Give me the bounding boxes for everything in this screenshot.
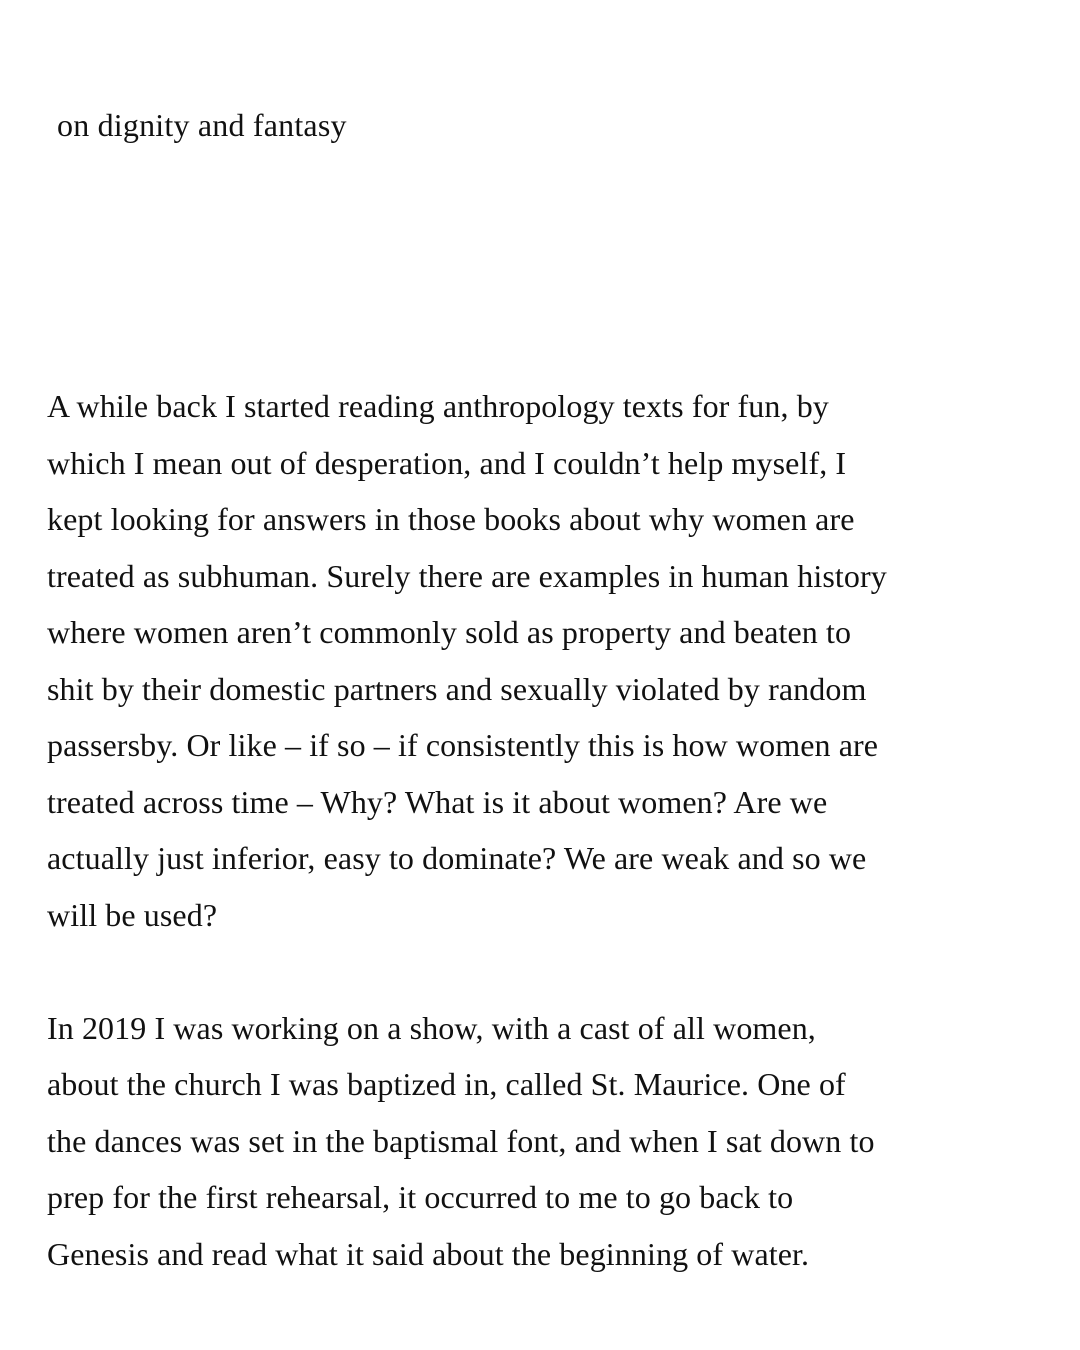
text-line: treated as subhuman. Surely there are examples in human history <box>47 557 887 594</box>
text-line: In 2019 I was working on a show, with a cast of all women, <box>47 1009 816 1046</box>
text-line: shit by their domestic partners and sexually violated by random <box>47 670 867 707</box>
text-line: will be used? <box>47 896 218 933</box>
text-line: kept looking for answers in those books about why women are <box>47 501 855 537</box>
text-line: A while back I started reading anthropology texts for fun, by <box>47 388 829 424</box>
page-title: on dignity and fantasy <box>57 107 347 143</box>
text-line: Genesis and read what it said about the beginning of water. <box>47 1235 810 1272</box>
essay-body <box>47 378 1047 1282</box>
text-line: the dances was set in the baptismal font, and when I sat down to <box>47 1122 875 1159</box>
paragraph-2 <box>47 1000 1047 1283</box>
paragraph-1 <box>47 378 1047 943</box>
text-line: about the church I was baptized in, called St. Maurice. One of <box>47 1066 846 1102</box>
text-line: which I mean out of desperation, and I couldn’t help myself, I <box>47 444 847 481</box>
text-line: actually just inferior, easy to dominate? We are weak and so we <box>47 840 867 876</box>
text-line: prep for the first rehearsal, it occurred to me to go back to <box>47 1179 794 1215</box>
text-line: passersby. Or like – if so – if consistently this is how women are <box>47 727 879 763</box>
text-line: treated across time – Why? What is it about women? Are we <box>47 783 828 820</box>
text-line: where women aren’t commonly sold as property and beaten to <box>47 614 852 650</box>
